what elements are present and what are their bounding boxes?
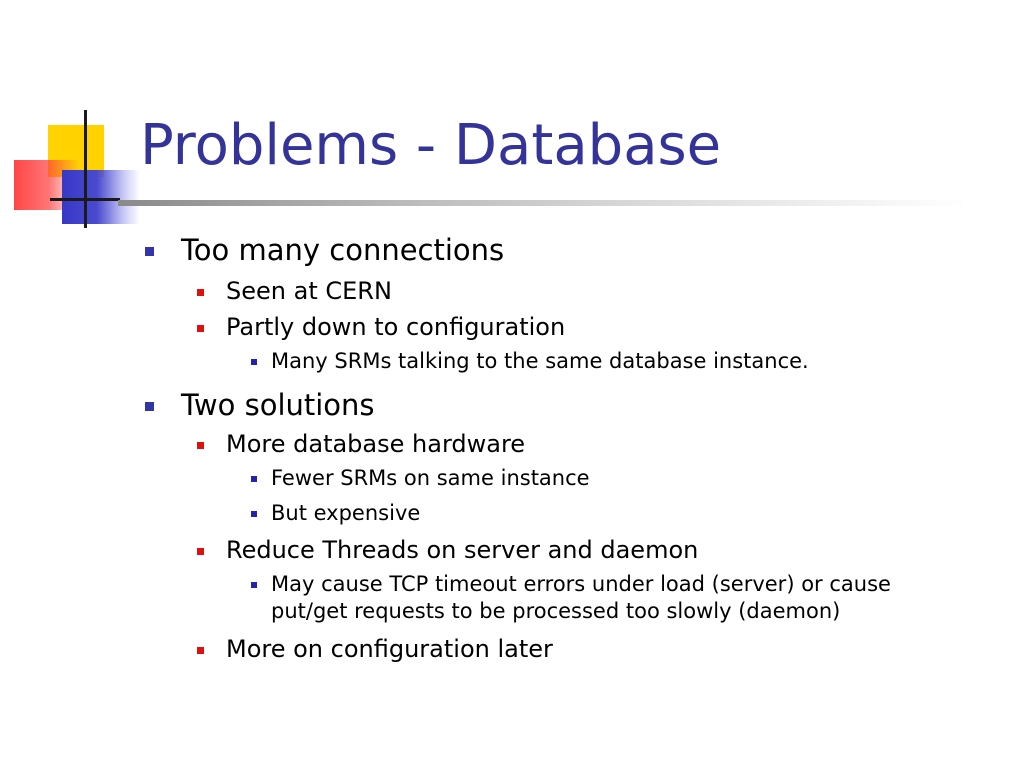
bullet-text: Many SRMs talking to the same database instance. [271, 349, 809, 373]
square-bullet-icon [145, 247, 154, 256]
bullet-text: Partly down to configuration [226, 313, 566, 341]
logo-blue-square [62, 170, 140, 224]
bullet-text: But expensive [271, 501, 421, 525]
square-bullet-icon [251, 476, 257, 482]
square-bullet-icon [145, 402, 154, 411]
bullet-text: Fewer SRMs on same instance [271, 466, 590, 490]
square-bullet-icon [251, 359, 257, 365]
square-bullet-icon [251, 582, 257, 588]
bullet-text: May cause TCP timeout errors under load (server) or cause [271, 572, 891, 596]
bullet-text: More database hardware [226, 430, 526, 458]
bullet-text: Two solutions [181, 388, 375, 422]
bullet-text: Too many connections [181, 233, 505, 267]
slide-title: Problems - Database [140, 113, 722, 178]
square-bullet-icon [197, 548, 204, 555]
bullet-text: Reduce Threads on server and daemon [226, 536, 699, 564]
bullet-text: More on configuration later [226, 635, 553, 663]
logo-horizontal-line [50, 198, 120, 201]
bullet-text: put/get requests to be processed too slowly (daemon) [271, 599, 841, 623]
square-bullet-icon [197, 442, 204, 449]
title-underline-rule [118, 200, 968, 206]
square-bullet-icon [197, 647, 204, 654]
square-bullet-icon [197, 325, 204, 332]
square-bullet-icon [251, 511, 257, 517]
logo-vertical-line [84, 110, 87, 228]
square-bullet-icon [197, 289, 204, 296]
bullet-text: Seen at CERN [226, 277, 392, 305]
